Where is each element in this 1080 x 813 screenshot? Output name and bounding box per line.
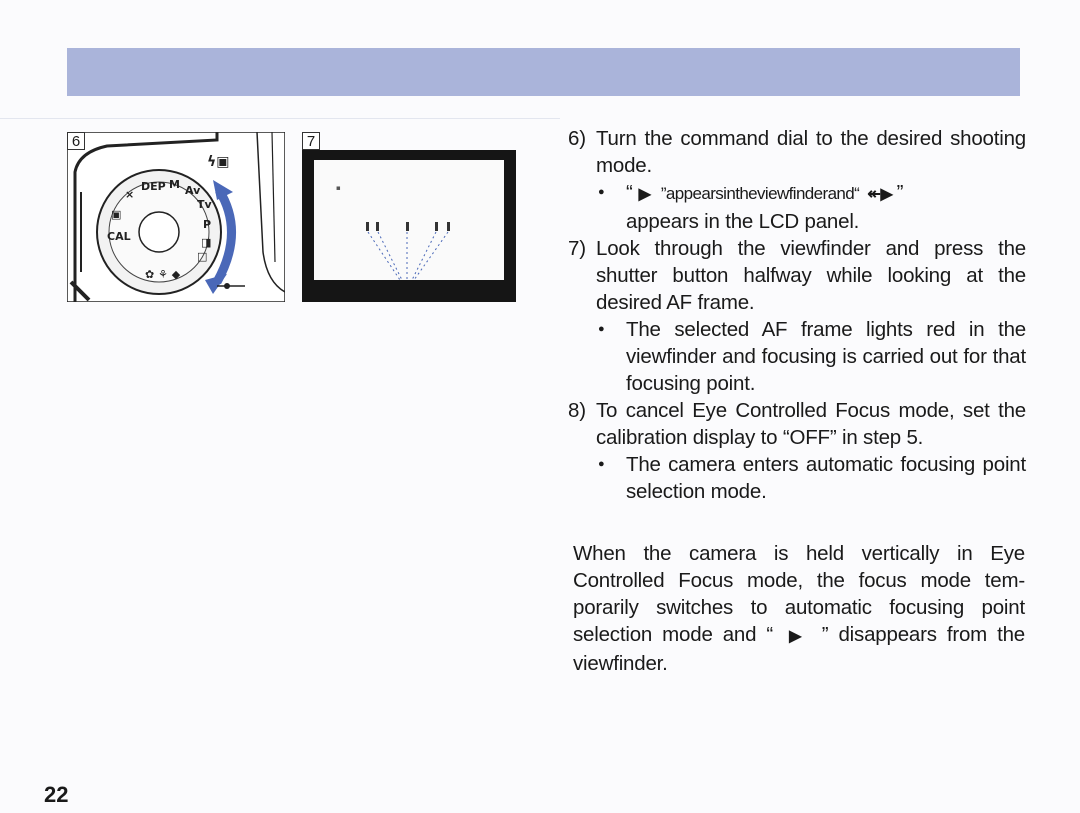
step-number: 7) bbox=[568, 237, 586, 260]
step-6 bbox=[568, 125, 1026, 179]
page-number: 22 bbox=[44, 782, 69, 807]
bullet-text-part: ”appearsintheviewfinderand“ bbox=[656, 184, 864, 203]
figure-viewfinder bbox=[302, 132, 518, 302]
step-6-bullet bbox=[596, 179, 1026, 235]
bullet-icon: ● bbox=[598, 323, 605, 335]
svg-text:P: P bbox=[203, 218, 212, 231]
eye-focus-icon: ▶ bbox=[638, 186, 651, 203]
svg-text:ϟ▣: ϟ▣ bbox=[207, 154, 230, 170]
eye-focus-icon: ▶ bbox=[789, 628, 806, 645]
close-quote: ” bbox=[896, 181, 904, 204]
figure-command-dial bbox=[67, 132, 285, 302]
figure-6-label: 6 bbox=[67, 132, 85, 150]
step-text: To cancel Eye Controlled Focus mode, set the calibration display to “OFF” in step 5. bbox=[596, 399, 1026, 449]
svg-text:Av: Av bbox=[185, 184, 201, 197]
bullet-text: The camera enters automatic focusing point selection mode. bbox=[626, 453, 1026, 503]
step-7-bullet bbox=[596, 316, 1026, 397]
svg-text:CAL: CAL bbox=[107, 230, 131, 243]
svg-text:×: × bbox=[125, 188, 135, 201]
svg-text:M: M bbox=[169, 178, 180, 191]
bullet-icon: ● bbox=[598, 186, 605, 198]
step-number: 6) bbox=[568, 127, 586, 150]
svg-text:DEP: DEP bbox=[141, 180, 166, 193]
header-band bbox=[67, 48, 1020, 96]
svg-text:✿ ⚘ ◆: ✿ ⚘ ◆ bbox=[145, 268, 181, 281]
note-text-part2: ” disappears from the viewfinder. bbox=[573, 623, 1025, 675]
lcd-eye-focus-icon: ↞▶ bbox=[867, 186, 893, 203]
svg-text:◨: ◨ bbox=[201, 236, 212, 249]
bullet-icon: ● bbox=[598, 458, 605, 470]
svg-text:□: □ bbox=[197, 250, 208, 263]
svg-text:▪: ▪ bbox=[336, 184, 341, 192]
svg-text:▣: ▣ bbox=[111, 208, 122, 221]
note-paragraph bbox=[573, 540, 1025, 677]
viewfinder-illustration bbox=[302, 132, 518, 302]
bullet-text-line2: appears in the LCD panel. bbox=[626, 210, 860, 233]
note-text-part1: When the camera is held vertically in Eye Controlled Focus mode, the focus mode tem-porarily switches to automatic focusing point selection mode and “ bbox=[573, 542, 1025, 646]
svg-text:Tv: Tv bbox=[197, 198, 212, 211]
command-dial-illustration bbox=[67, 132, 285, 302]
step-8-bullet bbox=[596, 451, 1026, 505]
step-text: Look through the viewfinder and press the shutter button halfway while looking at the desired AF frame. bbox=[596, 237, 1026, 314]
bullet-text: The selected AF frame lights red in the viewfinder and focusing is carried out for that focusing point. bbox=[626, 318, 1026, 395]
open-quote: “ bbox=[626, 181, 633, 204]
step-number: 8) bbox=[568, 399, 586, 422]
step-text: Turn the command dial to the desired shooting mode. bbox=[596, 127, 1026, 177]
step-8 bbox=[568, 397, 1026, 451]
divider bbox=[0, 118, 560, 119]
instruction-steps bbox=[568, 125, 1026, 505]
step-7 bbox=[568, 235, 1026, 316]
figure-7-label: 7 bbox=[302, 132, 320, 150]
